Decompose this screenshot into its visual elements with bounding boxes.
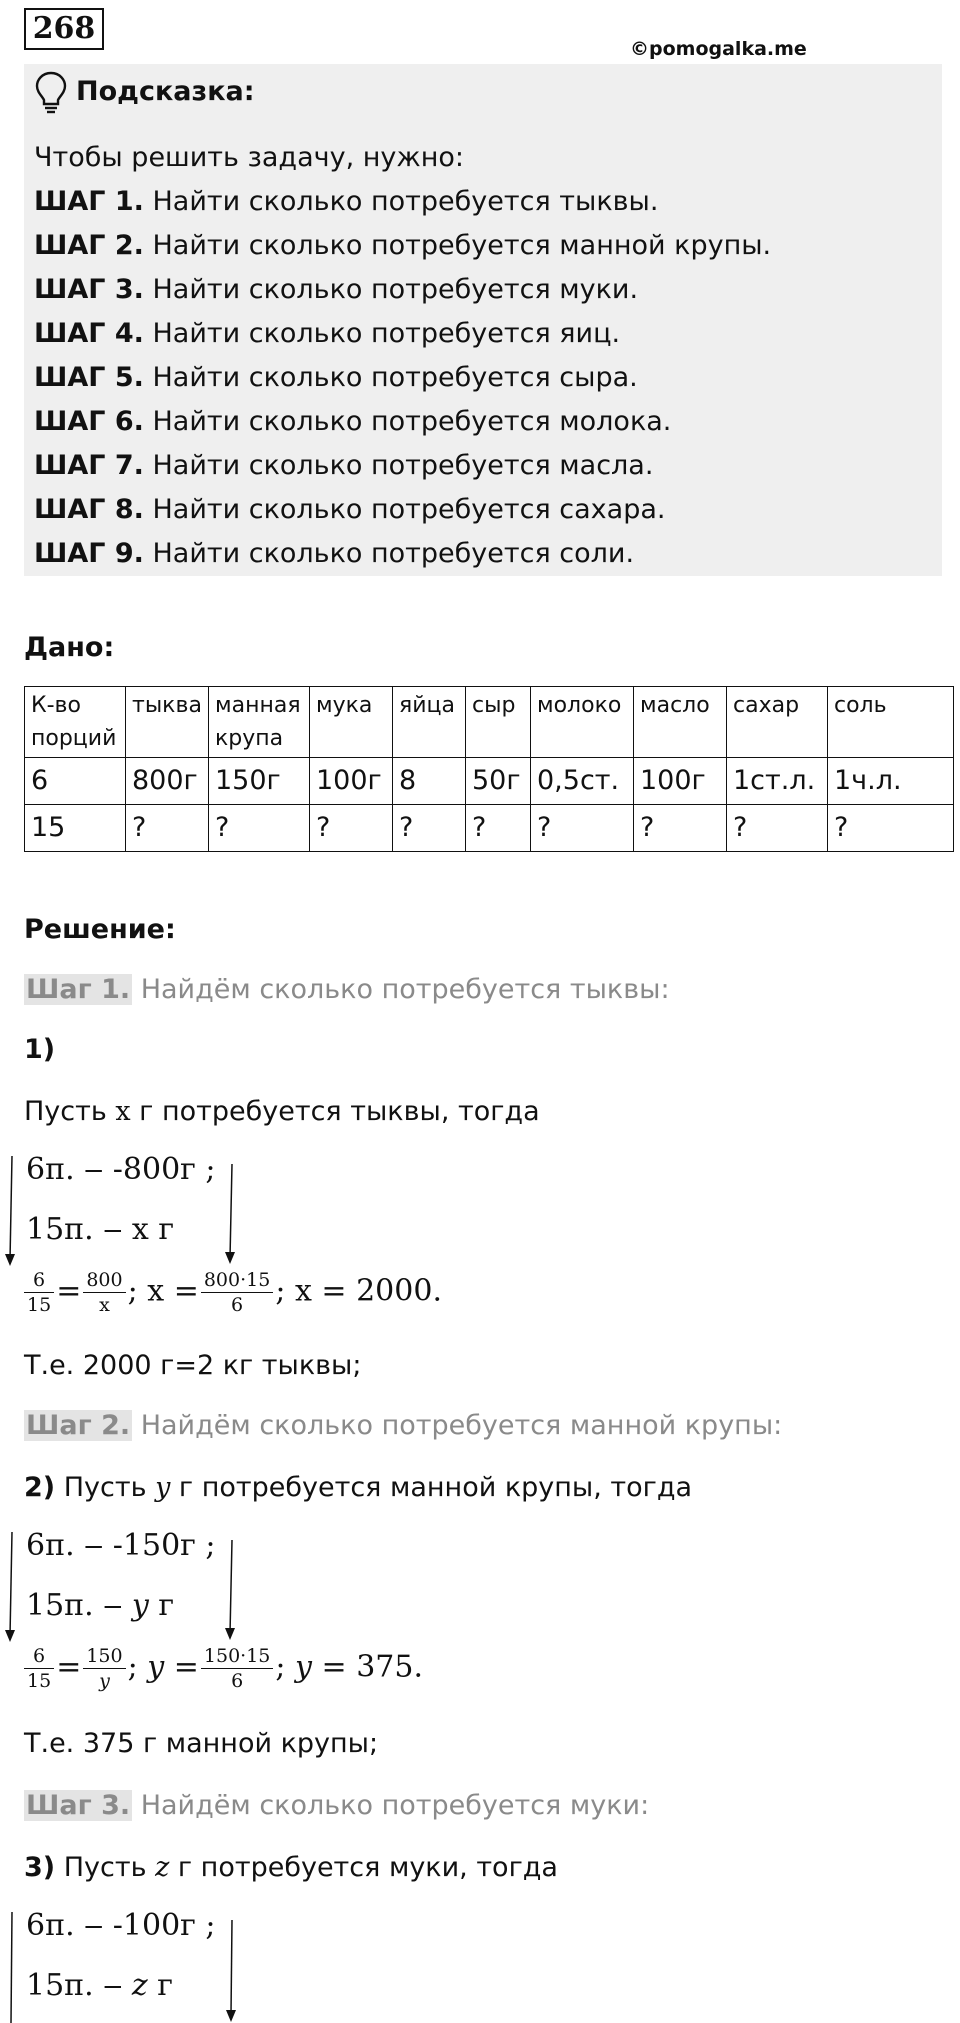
- table-cell: 1ч.л.: [828, 758, 954, 805]
- table-cell: ?: [393, 805, 466, 852]
- step1-proportion-arrows: [0, 1150, 250, 1270]
- step1-prop-line2: 15п. ‒ x г: [26, 1212, 175, 1247]
- table-cell: 1ст.л.: [727, 758, 828, 805]
- hint-intro: Чтобы решить задачу, нужно:: [34, 142, 464, 173]
- table-cell: 100г: [634, 758, 727, 805]
- hint-step: ШАГ 4. Найти сколько потребуется яиц.: [34, 318, 621, 349]
- solution-title: Решение:: [24, 914, 176, 945]
- table-cell: соль: [828, 687, 954, 758]
- table-cell: 15: [25, 805, 126, 852]
- step2-prop-line2: 15п. ‒ y г: [26, 1588, 175, 1623]
- table-cell: ?: [209, 805, 310, 852]
- hint-step: ШАГ 6. Найти сколько потребуется молока.: [34, 406, 672, 437]
- step2-result: Т.е. 375 г манной крупы;: [24, 1728, 379, 1759]
- table-cell: ?: [466, 805, 531, 852]
- table-cell: мука: [310, 687, 393, 758]
- hint-step: ШАГ 1. Найти сколько потребуется тыквы.: [34, 186, 659, 217]
- table-cell: ?: [126, 805, 209, 852]
- step1-equation: $\frac{6}{15}$ = $\frac{800}{x}$ ; x = $\frac{800\cdot 15}{6}$ ; x = 2000.: [22, 1268, 442, 1317]
- hint-step: ШАГ 5. Найти сколько потребуется сыра.: [34, 362, 638, 393]
- step1-intro: Пусть x г потребуется тыквы, тогда: [24, 1096, 540, 1127]
- step1-prop-line1: 6п. ‒ -800г ;: [26, 1152, 216, 1187]
- table-cell: 800г: [126, 758, 209, 805]
- table-cell: сыр: [466, 687, 531, 758]
- table-cell: 50г: [466, 758, 531, 805]
- table-cell: ?: [310, 805, 393, 852]
- step2-equation: $\frac{6}{15}$ = $\frac{150}{y}$ ; y = $\frac{150\cdot 15}{6}$ ; y = 375.: [22, 1644, 423, 1693]
- hint-step: ШАГ 9. Найти сколько потребуется соли.: [34, 538, 635, 569]
- table-cell: К-во порций: [25, 687, 126, 758]
- step2-intro: 2) Пусть y г потребуется манной крупы, тогда: [24, 1472, 693, 1503]
- table-cell: 150г: [209, 758, 310, 805]
- table-cell: молоко: [531, 687, 634, 758]
- table-row: [25, 805, 954, 852]
- hint-step: ШАГ 8. Найти сколько потребуется сахара.: [34, 494, 666, 525]
- step1-number: 1): [24, 1034, 56, 1065]
- hint-step: ШАГ 7. Найти сколько потребуется масла.: [34, 450, 654, 481]
- step-tag: Шаг 2.: [26, 1410, 131, 1441]
- step3-heading: Шаг 3. Найдём сколько потребуется муки:: [26, 1790, 650, 1821]
- table-cell: ?: [727, 805, 828, 852]
- table-cell: 0,5ст.: [531, 758, 634, 805]
- lightbulb-icon: [34, 70, 68, 116]
- step3-prop-line2: 15п. ‒ z г: [26, 1968, 173, 2003]
- table-cell: 8: [393, 758, 466, 805]
- hint-step: ШАГ 3. Найти сколько потребуется муки.: [34, 274, 639, 305]
- step3-prop-line1: 6п. ‒ -100г ;: [26, 1908, 216, 1943]
- hint-title: Подсказка:: [76, 76, 255, 107]
- given-table: [24, 686, 954, 852]
- table-cell: ?: [531, 805, 634, 852]
- step2-proportion-arrows: [0, 1526, 250, 1646]
- table-cell: манная крупа: [209, 687, 310, 758]
- step2-prop-line1: 6п. ‒ -150г ;: [26, 1528, 216, 1563]
- table-cell: 6: [25, 758, 126, 805]
- table-cell: яйца: [393, 687, 466, 758]
- hint-steps: [34, 180, 771, 576]
- table-cell: 100г: [310, 758, 393, 805]
- watermark: ©pomogalka.me: [630, 38, 807, 60]
- table-cell: сахар: [727, 687, 828, 758]
- problem-number: 268: [24, 8, 104, 50]
- table-cell: ?: [634, 805, 727, 852]
- table-cell: тыква: [126, 687, 209, 758]
- step-tag: Шаг 3.: [26, 1790, 131, 1821]
- step3-proportion-arrows: [0, 1906, 250, 2023]
- step1-result: Т.е. 2000 г=2 кг тыквы;: [24, 1350, 362, 1381]
- given-title: Дано:: [24, 632, 115, 663]
- table-header-row: [25, 687, 954, 758]
- table-cell: масло: [634, 687, 727, 758]
- step2-heading: Шаг 2. Найдём сколько потребуется манной крупы:: [26, 1410, 783, 1441]
- step-tag: Шаг 1.: [26, 974, 131, 1005]
- table-row: [25, 758, 954, 805]
- hint-step: ШАГ 2. Найти сколько потребуется манной крупы.: [34, 230, 772, 261]
- table-cell: ?: [828, 805, 954, 852]
- step1-heading: Шаг 1. Найдём сколько потребуется тыквы:: [26, 974, 670, 1005]
- step3-intro: 3) Пусть z г потребуется муки, тогда: [24, 1852, 558, 1883]
